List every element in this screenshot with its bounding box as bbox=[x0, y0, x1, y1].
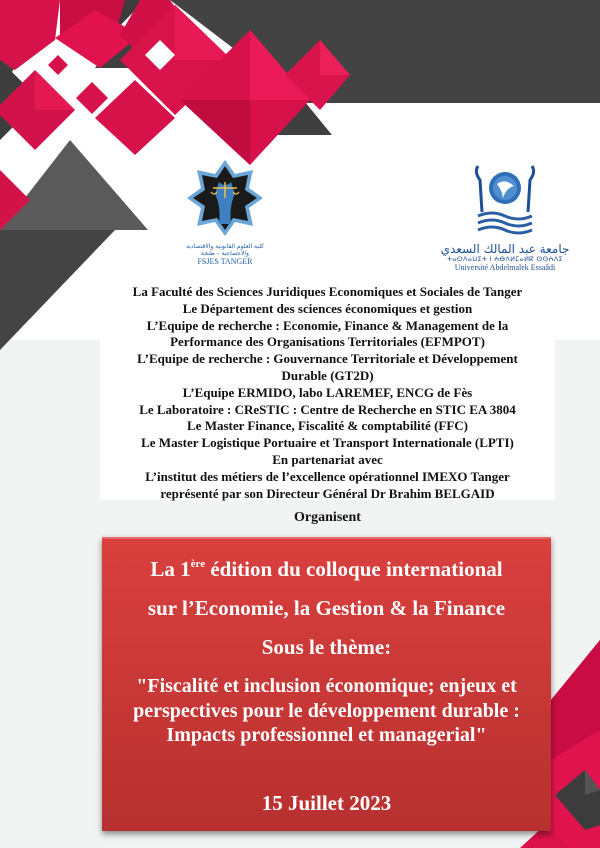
fsjes-caption-latin: FSJES TANGER bbox=[197, 257, 253, 266]
partnership-label: En partenariat avec bbox=[272, 451, 383, 467]
organizer-line: L’Equipe ERMIDO, labo LAREMEF, ENCG de Fès bbox=[182, 384, 473, 400]
organizers-list bbox=[100, 284, 555, 502]
universite-abdelmalek-essaadi-logo bbox=[440, 162, 570, 274]
fsjes-caption-arabic-2: والاجتماعية – طنجة bbox=[201, 250, 249, 257]
fsjes-emblem-icon bbox=[185, 158, 265, 238]
organizer-line: Durable (GT2D) bbox=[281, 367, 374, 383]
uae-name-tifinagh: ⵜⴰⵙⴷⴰⵡⵉⵜ ⵏ ⵄⴱⴷⵍⵎⴰⵍⴽ ⵙⵙⵄⴷⵉ bbox=[447, 255, 563, 263]
theme-text: "Fiscalité et inclusion économique; enjeux et perspectives pour le développement durable : Impacts professionnel et managerial" bbox=[133, 675, 520, 746]
theme-label: Sous le thème: bbox=[261, 635, 392, 659]
organizer-line: Le Département des sciences économiques et gestion bbox=[182, 300, 473, 316]
uae-emblem-icon bbox=[470, 162, 540, 238]
edition-suffix: édition du colloque international bbox=[205, 557, 503, 581]
organizer-line: L’institut des métiers de l’excellence opérationnel IMEXO Tanger bbox=[145, 468, 510, 484]
colloque-subject-line: sur l’Economie, la Gestion & la Finance bbox=[147, 596, 506, 620]
organizer-line: Le Master Logistique Portuaire et Transport Internationale (LPTI) bbox=[141, 435, 514, 451]
event-title-box bbox=[102, 537, 551, 831]
uae-name-latin: Université Abdelmalek Essaâdi bbox=[454, 263, 556, 272]
event-date: 15 Juillet 2023 bbox=[261, 791, 392, 815]
uae-name-arabic: جامعة عبد المالك السعدي bbox=[440, 242, 570, 256]
organizer-line: Le Master Finance, Fiscalité & comptabilité (FFC) bbox=[187, 418, 468, 434]
fsjes-tanger-logo bbox=[180, 158, 270, 274]
fsjes-caption-arabic-1: كلية العلوم القانونية والاقتصادية bbox=[186, 243, 264, 250]
organizer-line: L’Equipe de recherche : Economie, Finance & Management de la bbox=[146, 317, 509, 333]
organizer-line: La Faculté des Sciences Juridiques Economiques et Sociales de Tanger bbox=[132, 284, 523, 299]
edition-prefix: La 1 bbox=[150, 557, 191, 581]
edition-superscript: ère bbox=[190, 558, 206, 570]
organizer-line: représenté par son Directeur Général Dr Brahim BELGAID bbox=[160, 485, 495, 501]
organisent-label: Organisent bbox=[294, 510, 361, 525]
organizer-line: Le Laboratoire : CReSTIC : Centre de Recherche en STIC EA 3804 bbox=[139, 401, 516, 417]
edition-line bbox=[102, 558, 551, 581]
organizer-line: Performance des Organisations Territoriales (EFMPOT) bbox=[170, 334, 485, 350]
organizer-line: L’Equipe de recherche : Gouvernance Territoriale et Développement bbox=[137, 351, 518, 367]
